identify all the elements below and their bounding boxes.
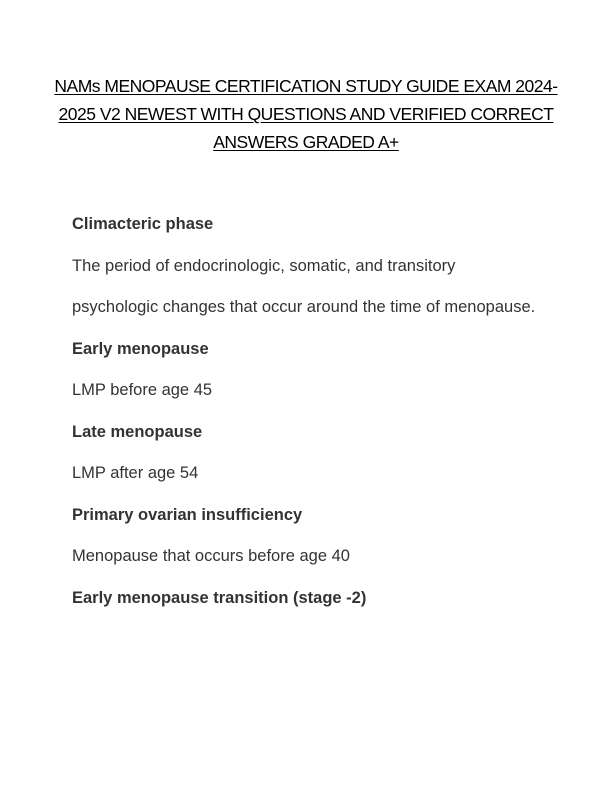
definition-late-menopause: LMP after age 54	[72, 464, 199, 482]
term-early-menopause-transition: Early menopause transition (stage -2)	[72, 588, 367, 607]
term-late-menopause: Late menopause	[72, 422, 203, 441]
term-early-menopause: Early menopause	[72, 339, 209, 358]
definition-climacteric-phase: The period of endocrinologic, somatic, and transitory psychologic changes that occur around the time of menopause.	[72, 256, 536, 316]
definition-early-menopause: LMP before age 45	[72, 381, 213, 399]
term-climacteric-phase: Climacteric phase	[72, 215, 214, 233]
definition-primary-ovarian-insufficiency: Menopause that occurs before age 40	[72, 547, 350, 565]
study-guide-content	[72, 204, 542, 619]
term-primary-ovarian-insufficiency: Primary ovarian insufficiency	[72, 505, 303, 524]
document-title: NAMs MENOPAUSE CERTIFICATION STUDY GUIDE EXAM 2024-2025 V2 NEWEST WITH QUESTIONS AND VERIFIED CORRECT ANSWERS GRADED A+	[54, 76, 558, 152]
